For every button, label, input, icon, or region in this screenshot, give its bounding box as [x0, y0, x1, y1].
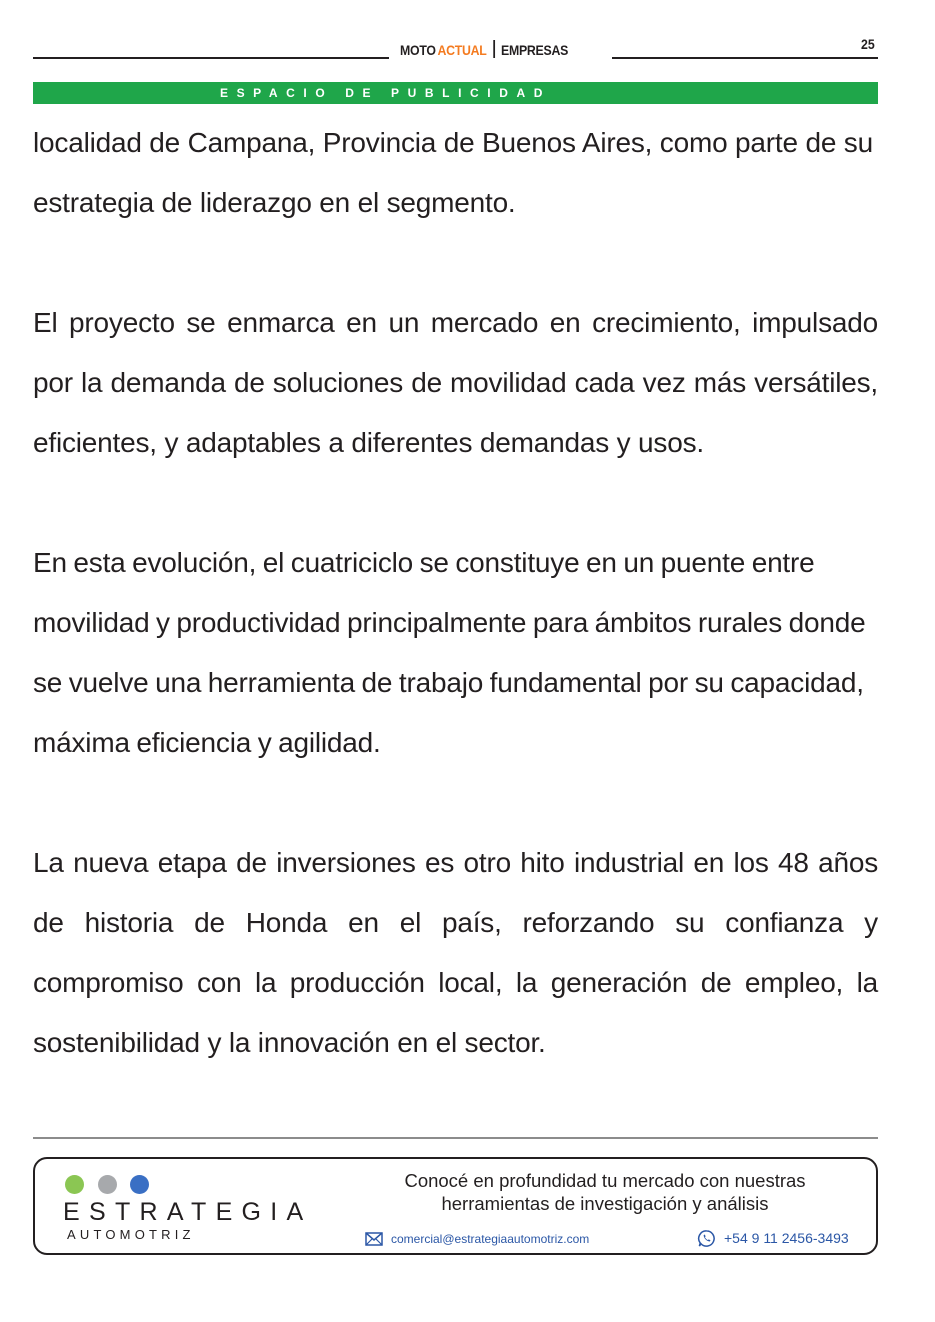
promo-brand-subtitle: AUTOMOTRIZ	[67, 1227, 195, 1242]
logo-dot-green	[65, 1175, 84, 1194]
promo-tagline-line2: herramientas de investigación y análisis	[441, 1193, 769, 1214]
article-paragraph: En esta evolución, el cuatriciclo se constituye en un puente entre movilidad y productividad principalmente para ámbitos rurales donde se vuelve una herramienta de trabajo fundamental por su capacidad, máxima eficiencia y agilidad.	[33, 547, 866, 758]
envelope-icon	[365, 1232, 383, 1246]
ad-space-label: ESPACIO DE PUBLICIDAD	[219, 86, 552, 100]
promo-phone-text: +54 9 11 2456-3493	[724, 1230, 849, 1246]
whatsapp-icon	[697, 1229, 716, 1248]
masthead-brand-actual: ACTUAL	[437, 42, 487, 58]
logo-dot-gray	[98, 1175, 117, 1194]
promo-banner[interactable]	[33, 1157, 878, 1255]
header-rule-left	[33, 57, 389, 59]
promo-email-link[interactable]	[365, 1229, 589, 1249]
article-paragraph: El proyecto se enmarca en un mercado en crecimiento, impulsado por la demanda de soluciones de movilidad cada vez más versátiles, eficientes, y adaptables a diferentes demandas y usos.	[33, 307, 878, 458]
ad-space-bar	[33, 82, 878, 104]
page-number: 25	[861, 36, 875, 52]
article-paragraph: localidad de Campana, Provincia de Buenos Aires, como parte de su estrategia de liderazgo en el segmento.	[33, 127, 873, 218]
masthead-section: EMPRESAS	[501, 42, 569, 58]
masthead	[400, 40, 568, 60]
promo-tagline	[365, 1169, 845, 1215]
header-rule-right	[612, 57, 878, 59]
footer-rule	[33, 1137, 878, 1139]
logo-dot-blue	[130, 1175, 149, 1194]
promo-brand-name: ESTRATEGIA	[63, 1198, 313, 1226]
promo-phone-link[interactable]	[697, 1227, 849, 1249]
masthead-brand-moto: MOTO	[400, 42, 436, 58]
promo-email-text: comercial@estrategiaautomotriz.com	[391, 1232, 590, 1246]
article-body	[33, 113, 878, 1073]
article-paragraph: La nueva etapa de inversiones es otro hito industrial en los 48 años de historia de Honda en el país, reforzando su confianza y compromiso con la producción local, la generación de empleo, la sostenibilidad y la innovación en el sector.	[33, 847, 878, 1058]
masthead-separator	[494, 40, 495, 58]
promo-tagline-line1: Conocé en profundidad tu mercado con nuestras	[404, 1170, 806, 1191]
